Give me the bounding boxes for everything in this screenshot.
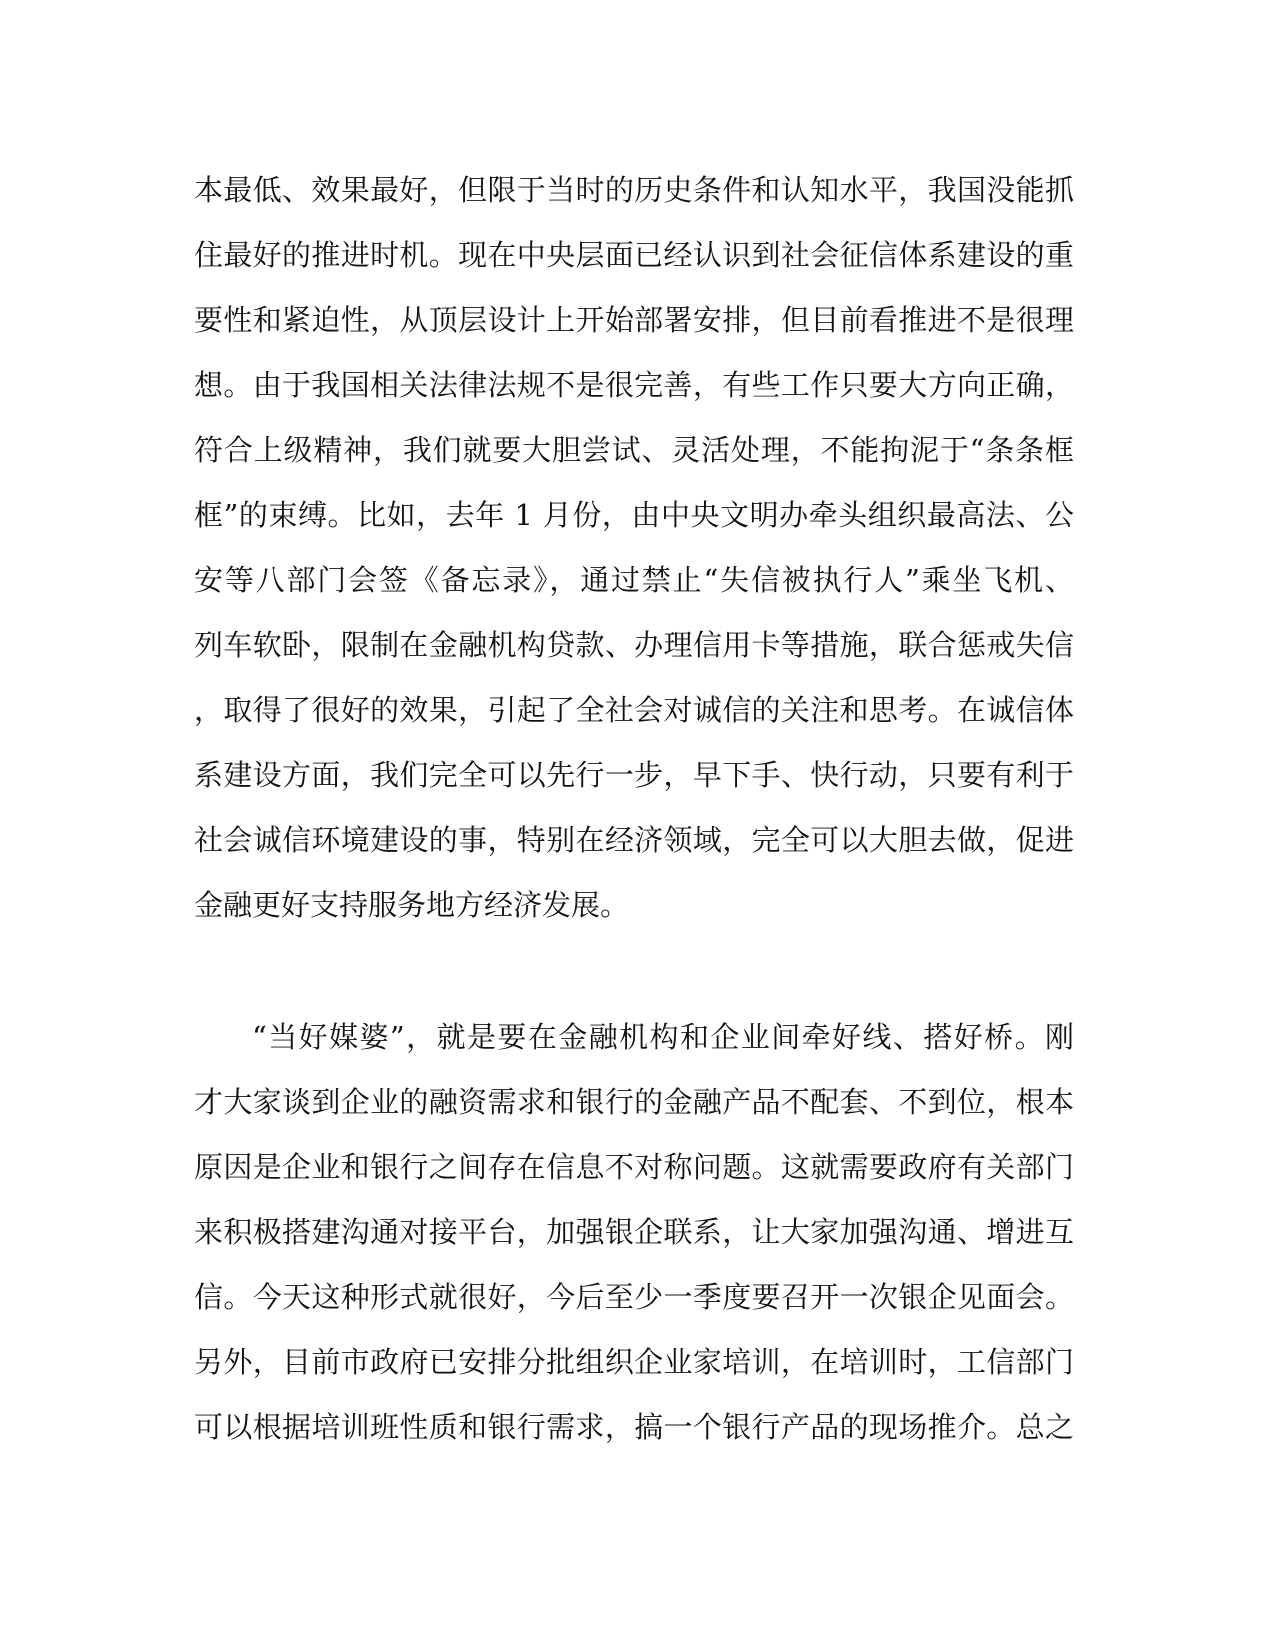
paragraph-line: 想。由于我国相关法律法规不是很完善，有些工作只要大方向正确，: [194, 368, 1074, 402]
paragraph-line: 信。今天这种形式就很好，今后至少一季度要召开一次银企见面会。: [194, 1280, 1074, 1314]
paragraph-line: 另外，目前市政府已安排分批组织企业家培训，在培训时，工信部门: [194, 1345, 1074, 1379]
paragraph-line: 来积极搭建沟通对接平台，加强银企联系，让大家加强沟通、增进互: [194, 1215, 1074, 1249]
paragraph-line: 框”的束缚。比如，去年 1 月份，由中央文明办牵头组织最高法、公: [194, 498, 1074, 532]
paragraph-line: 安等八部门会签《备忘录》，通过禁止“失信被执行人”乘坐飞机、: [194, 563, 1074, 597]
paragraph-line: 金融更好支持服务地方经济发展。: [194, 888, 630, 922]
paragraph-1: [194, 158, 1074, 938]
paragraph-line: 列车软卧，限制在金融机构贷款、办理信用卡等措施，联合惩戒失信: [194, 628, 1074, 662]
paragraph-line: 系建设方面，我们完全可以先行一步，早下手、快行动，只要有利于: [194, 758, 1074, 792]
paragraph-line: 社会诚信环境建设的事，特别在经济领域，完全可以大胆去做，促进: [194, 823, 1074, 857]
paragraph-line: 可以根据培训班性质和银行需求，搞一个银行产品的现场推介。总之: [194, 1410, 1074, 1444]
paragraph-2: [194, 1005, 1074, 1460]
paragraph-line: 符合上级精神，我们就要大胆尝试、灵活处理，不能拘泥于“条条框: [194, 433, 1074, 467]
paragraph-line: “当好媒婆”，就是要在金融机构和企业间牵好线、搭好桥。刚: [252, 1020, 1074, 1054]
paragraph-line: 才大家谈到企业的融资需求和银行的金融产品不配套、不到位，根本: [194, 1085, 1074, 1119]
paragraph-line: 原因是企业和银行之间存在信息不对称问题。这就需要政府有关部门: [194, 1150, 1074, 1184]
paragraph-line: 本最低、效果最好，但限于当时的历史条件和认知水平，我国没能抓: [194, 173, 1074, 207]
paragraph-line: 要性和紧迫性，从顶层设计上开始部署安排，但目前看推进不是很理: [194, 303, 1074, 337]
paragraph-line: 住最好的推进时机。现在中央层面已经认识到社会征信体系建设的重: [194, 238, 1074, 272]
paragraph-line: ，取得了很好的效果，引起了全社会对诚信的关注和思考。在诚信体: [194, 693, 1074, 727]
